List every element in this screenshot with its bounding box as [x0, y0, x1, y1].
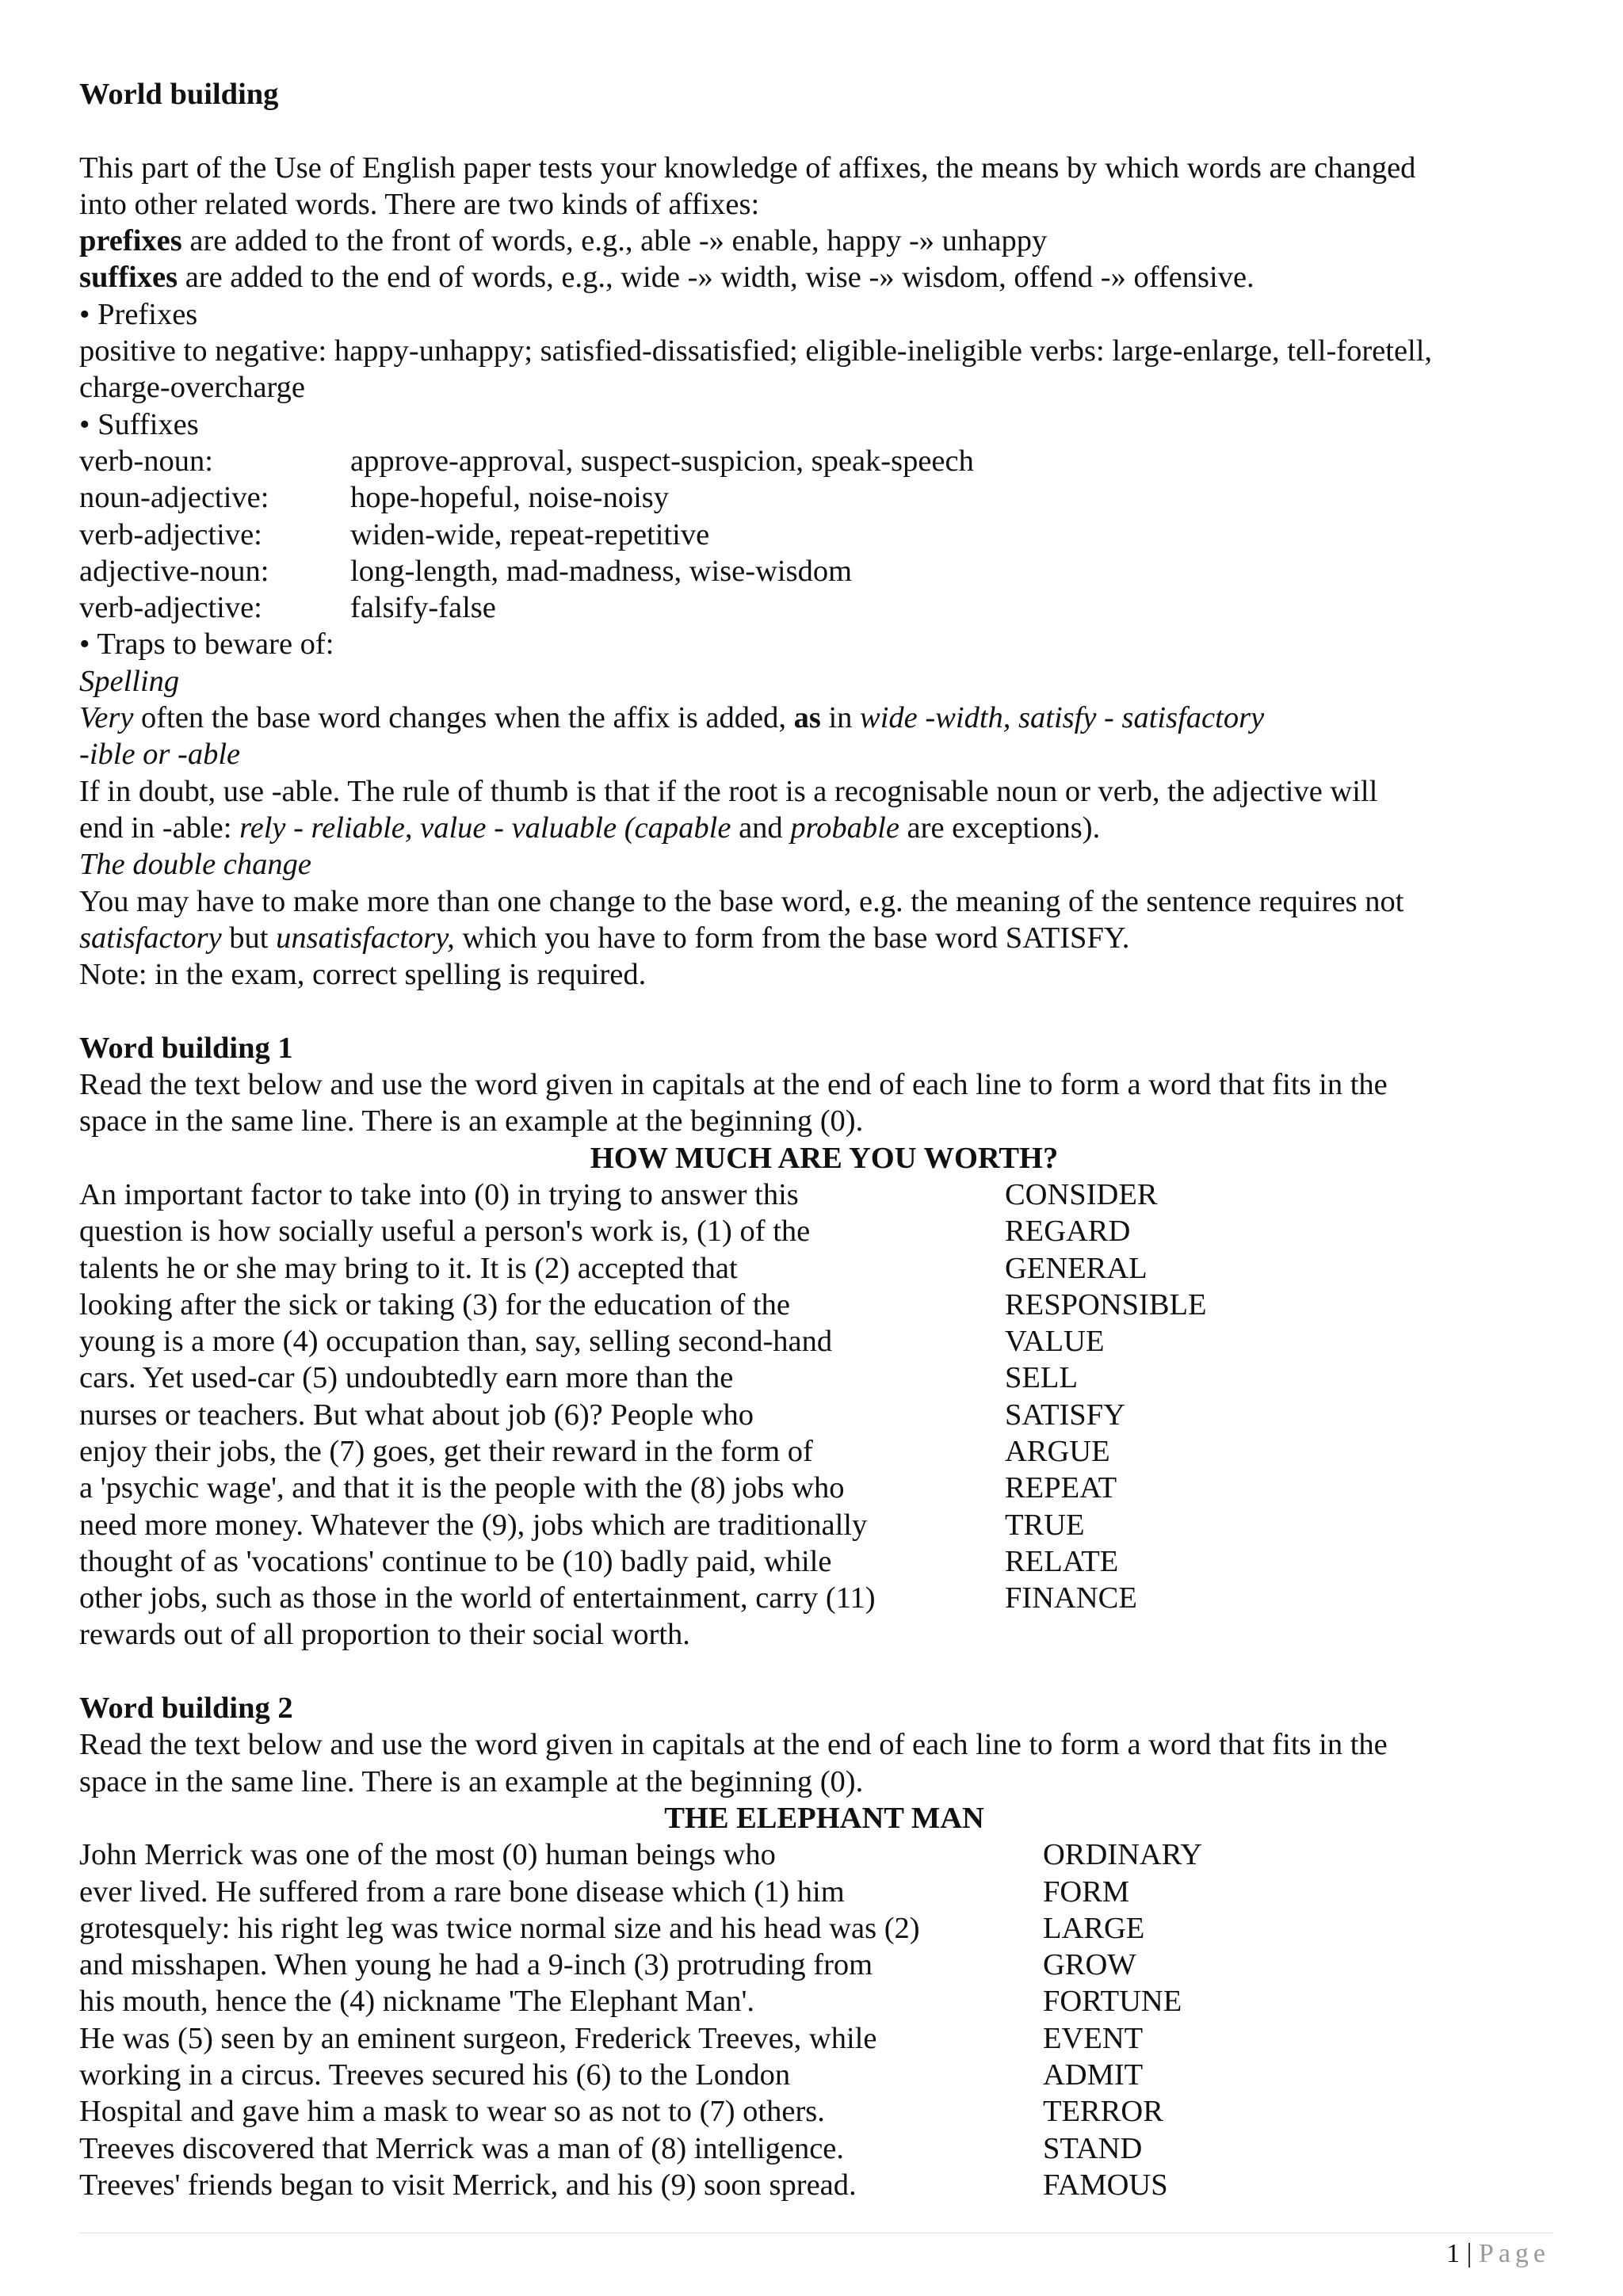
suffix-type: verb-noun:: [79, 444, 213, 478]
stem-word: FORM: [1043, 1875, 1130, 1909]
stem-word: FAMOUS: [1043, 2168, 1168, 2202]
double-change-line-2: [79, 920, 1569, 956]
wb1-heading: Word building 1: [79, 1031, 293, 1065]
exercise-text: a 'psychic wage', and that it is the people with the (8) jobs who: [79, 1471, 845, 1505]
spelling-in: in: [820, 701, 861, 735]
traps-heading: • Traps to beware of:: [79, 627, 334, 662]
stem-word: RELATE: [1005, 1544, 1119, 1578]
stem-word: CONSIDER: [1005, 1177, 1158, 1211]
exercise-row: [79, 2130, 1569, 2167]
suffix-examples: widen-wide, repeat-repetitive: [350, 517, 710, 551]
exercise-row: [79, 1580, 1569, 1616]
double-unsatisfactory: unsatisfactory,: [276, 921, 455, 955]
exercise-text: need more money. Whatever the (9), jobs which are traditionally: [79, 1508, 868, 1542]
stem-word: ARGUE: [1005, 1434, 1110, 1468]
prefixes-definition: [79, 223, 1569, 259]
exercise-text: An important factor to take into (0) in trying to answer this: [79, 1177, 799, 1211]
wb2-instructions-2: space in the same line. There is an example at the beginning (0).: [79, 1764, 864, 1798]
wb2-exercise: [79, 1836, 1569, 2203]
stem-word: ORDINARY: [1043, 1838, 1203, 1872]
suffix-examples: falsify-false: [350, 591, 496, 625]
exercise-text: John Merrick was one of the most (0) human beings who: [79, 1838, 776, 1872]
stem-word: FINANCE: [1005, 1581, 1137, 1615]
intro-line-2: into other related words. There are two kinds of affixes:: [79, 187, 760, 221]
exercise-row: [79, 2057, 1569, 2093]
spacer: [79, 993, 1569, 1029]
wb2-instructions-1: Read the text below and use the word given in capitals at the end of each line to form a word that fits in the: [79, 1728, 1388, 1762]
exercise-row: [79, 1470, 1569, 1506]
page-number: 1: [1446, 2239, 1461, 2268]
ible-able-heading: -ible or -able: [79, 738, 241, 772]
suffix-examples: hope-hopeful, noise-noisy: [350, 481, 670, 515]
document-page: [79, 76, 1569, 2203]
stem-word: REPEAT: [1005, 1471, 1117, 1505]
suffixes-definition: [79, 259, 1569, 296]
suffix-type: verb-adjective:: [79, 517, 262, 551]
ible-examples: rely - reliable, value - valuable (capable: [239, 810, 731, 845]
exercise-text: young is a more (4) occupation than, say, selling second-hand: [79, 1325, 833, 1359]
stem-word: RESPONSIBLE: [1005, 1287, 1207, 1322]
exercise-row: [79, 1433, 1569, 1470]
exercise-text: working in a circus. Treeves secured his (6) to the London: [79, 2058, 791, 2092]
exercise-row: [79, 1397, 1569, 1433]
spacer: [79, 113, 1569, 149]
suffix-row: [79, 589, 1569, 626]
double-change-heading: The double change: [79, 848, 311, 882]
exercise-text: Treeves' friends began to visit Merrick, and his (9) soon spread.: [79, 2168, 857, 2202]
suffix-row: [79, 443, 1569, 479]
ible-able-line-1: If in doubt, use -able. The rule of thumb is that if the root is a recognisable noun or verb, the adjective will: [79, 774, 1378, 808]
exercise-row: [79, 1836, 1569, 1873]
stem-word: GROW: [1043, 1948, 1136, 1982]
exercise-row: [79, 1947, 1569, 1983]
prefixes-heading: • Prefixes: [79, 297, 198, 331]
exercise-text: cars. Yet used-car (5) undoubtedly earn more than the: [79, 1361, 734, 1395]
exercise-text: grotesquely: his right leg was twice normal size and his head was (2): [79, 1911, 920, 1945]
exercise-text: Hospital and gave him a mask to wear so as not to (7) others.: [79, 2095, 825, 2129]
ible-able-line-2: [79, 810, 1569, 846]
ible-text-a: end in -able:: [79, 810, 240, 845]
exercise-text: his mouth, hence the (4) nickname 'The Elephant Man'.: [79, 1985, 755, 2019]
prefixes-line-1: positive to negative: happy-unhappy; satisfied-dissatisfied; eligible-ineligible verbs: large-enlarge, tell-foretell,: [79, 334, 1433, 368]
exercise-row: [79, 2167, 1569, 2203]
exercise-row: [79, 1983, 1569, 2019]
wb1-instructions-2: space in the same line. There is an example at the beginning (0).: [79, 1104, 864, 1138]
exercise-text: ever lived. He suffered from a rare bone disease which (1) him: [79, 1875, 845, 1909]
stem-word: VALUE: [1005, 1325, 1105, 1359]
prefixes-line-2: charge-overcharge: [79, 371, 306, 405]
spacer: [79, 1653, 1569, 1690]
exercise-row: [79, 1543, 1569, 1580]
suffix-examples: long-length, mad-madness, wise-wisdom: [350, 554, 853, 588]
stem-word: FORTUNE: [1043, 1985, 1182, 2019]
double-text-d: which you have to form from the base word SATISFY.: [454, 921, 1130, 955]
ible-probable: probable: [790, 810, 899, 845]
ible-text-c: and: [731, 810, 791, 845]
exam-note: Note: in the exam, correct spelling is required.: [79, 958, 647, 992]
exercise-text: and misshapen. When young he had a 9-inch (3) protruding from: [79, 1948, 873, 1982]
suffix-row: [79, 517, 1569, 553]
suffixes-heading: • Suffixes: [79, 407, 199, 441]
spelling-examples: wide -width, satisfy - satisfactory: [860, 701, 1265, 735]
exercise-text: thought of as 'vocations' continue to be (10) badly paid, while: [79, 1544, 832, 1578]
stem-word: EVENT: [1043, 2021, 1144, 2055]
exercise-row: [79, 2093, 1569, 2130]
stem-word: TRUE: [1005, 1508, 1085, 1542]
exercise-row: [79, 1874, 1569, 1910]
wb2-heading: Word building 2: [79, 1691, 293, 1726]
exercise-row: [79, 1910, 1569, 1947]
stem-word: SATISFY: [1005, 1398, 1125, 1432]
wb1-exercise: [79, 1177, 1569, 1653]
spelling-heading: Spelling: [79, 664, 180, 698]
stem-word: ADMIT: [1043, 2058, 1144, 2092]
double-satisfactory: satisfactory: [79, 921, 222, 955]
stem-word: TERROR: [1043, 2095, 1163, 2129]
exercise-row: [79, 2020, 1569, 2057]
intro-line-1: This part of the Use of English paper tests your knowledge of affixes, the means by which words are changed: [79, 151, 1416, 185]
double-change-line-1: You may have to make more than one change to the base word, e.g. the meaning of the sentence requires not: [79, 884, 1404, 918]
suffix-type: noun-adjective:: [79, 481, 269, 515]
prefixes-term: prefixes: [79, 224, 182, 258]
stem-word: SELL: [1005, 1361, 1078, 1395]
exercise-text: Treeves discovered that Merrick was a man of (8) intelligence.: [79, 2131, 845, 2165]
spelling-line: [79, 700, 1569, 736]
exercise-text: enjoy their jobs, the (7) goes, get their reward in the form of: [79, 1434, 813, 1468]
suffix-examples: approve-approval, suspect-suspicion, speak-speech: [350, 444, 974, 478]
spelling-text: often the base word changes when the affix is added,: [133, 701, 794, 735]
exercise-row: [79, 1616, 1569, 1653]
wb2-text-title: THE ELEPHANT MAN: [664, 1801, 984, 1835]
ible-text-e: are exceptions).: [899, 810, 1101, 845]
page-title: World building: [79, 78, 279, 111]
suffixes-definition-text: are added to the end of words, e.g., wide -» width, wise -» wisdom, offend -» offensive.: [178, 261, 1254, 295]
exercise-row: [79, 1360, 1569, 1396]
prefixes-definition-text: are added to the front of words, e.g., able -» enable, happy -» unhappy: [181, 224, 1048, 258]
page-label: Page: [1478, 2239, 1550, 2268]
page-footer: [1446, 2239, 1550, 2269]
suffix-type: verb-adjective:: [79, 591, 262, 625]
double-text-b: but: [221, 921, 277, 955]
exercise-row: [79, 1250, 1569, 1287]
exercise-row: [79, 1213, 1569, 1249]
suffix-type: adjective-noun:: [79, 554, 269, 588]
suffixes-term: suffixes: [79, 261, 178, 295]
exercise-text: other jobs, such as those in the world of entertainment, carry (11): [79, 1581, 876, 1615]
exercise-text: talents he or she may bring to it. It is (2) accepted that: [79, 1251, 738, 1285]
suffix-row: [79, 553, 1569, 589]
suffix-row: [79, 479, 1569, 516]
exercise-text: He was (5) seen by an eminent surgeon, Frederick Treeves, while: [79, 2021, 877, 2055]
stem-word: LARGE: [1043, 1911, 1145, 1945]
exercise-text: question is how socially useful a person's work is, (1) of the: [79, 1215, 811, 1249]
suffixes-table: [79, 443, 1569, 626]
stem-word: GENERAL: [1005, 1251, 1148, 1285]
exercise-text: rewards out of all proportion to their social worth.: [79, 1618, 690, 1652]
spelling-very: Very: [79, 701, 134, 735]
exercise-text: nurses or teachers. But what about job (6)? People who: [79, 1398, 754, 1432]
exercise-row: [79, 1177, 1569, 1213]
exercise-row: [79, 1323, 1569, 1360]
exercise-text: looking after the sick or taking (3) for the education of the: [79, 1287, 790, 1322]
wb1-instructions-1: Read the text below and use the word given in capitals at the end of each line to form a word that fits in the: [79, 1068, 1388, 1102]
footer-separator: |: [1460, 2239, 1479, 2268]
wb1-text-title: HOW MUCH ARE YOU WORTH?: [590, 1141, 1059, 1175]
spelling-as: as: [793, 701, 821, 735]
exercise-row: [79, 1507, 1569, 1543]
exercise-row: [79, 1287, 1569, 1323]
stem-word: REGARD: [1005, 1215, 1131, 1249]
stem-word: STAND: [1043, 2131, 1143, 2165]
